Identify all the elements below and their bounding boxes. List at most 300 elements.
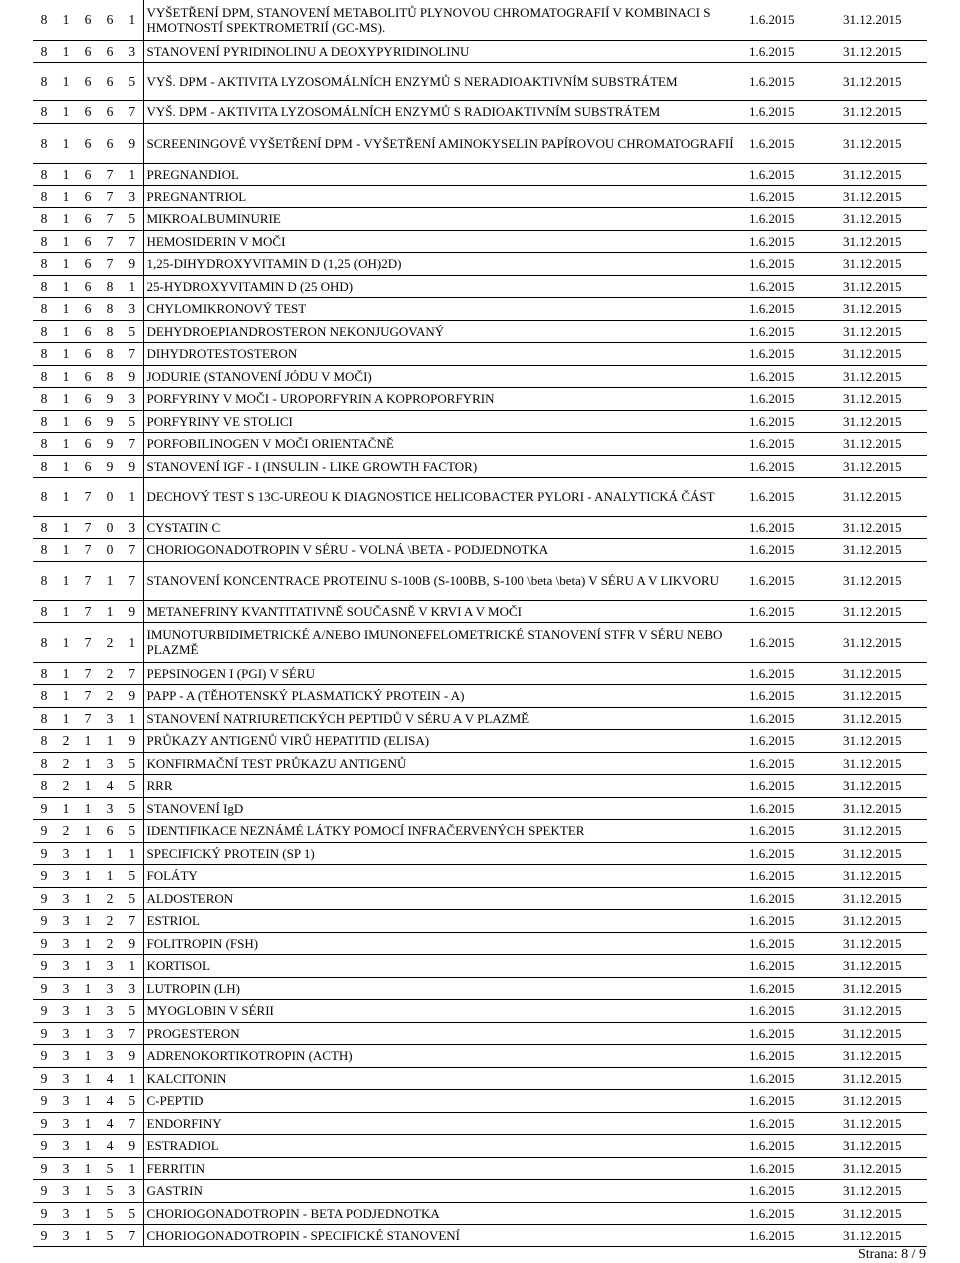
valid-to-date: 31.12.2015 (843, 707, 927, 729)
table-row (33, 62, 927, 100)
table-row (33, 297, 927, 320)
code-digit-3: 7 (77, 477, 99, 516)
code-digit-4: 6 (99, 62, 121, 100)
code-digit-5: 5 (121, 207, 143, 230)
code-digit-4: 3 (99, 707, 121, 729)
code-digit-4: 3 (99, 954, 121, 977)
valid-to-date: 31.12.2015 (843, 864, 927, 887)
code-digit-3: 6 (77, 275, 99, 297)
code-digit-2: 1 (55, 252, 77, 275)
code-digit-3: 1 (77, 887, 99, 909)
valid-from-date: 1.6.2015 (749, 342, 843, 365)
table-row (33, 1022, 927, 1044)
valid-from-date: 1.6.2015 (749, 123, 843, 163)
code-digit-2: 3 (55, 932, 77, 954)
procedure-name: GASTRIN (143, 1179, 749, 1202)
code-digit-2: 1 (55, 320, 77, 342)
code-digit-3: 1 (77, 819, 99, 842)
code-digit-3: 1 (77, 797, 99, 819)
valid-to-date: 31.12.2015 (843, 207, 927, 230)
code-digit-2: 3 (55, 864, 77, 887)
procedure-name: PORFOBILINOGEN V MOČI ORIENTAČNĚ (143, 432, 749, 455)
table-row (33, 163, 927, 185)
document-table-container (33, 0, 927, 1247)
procedure-name: CHORIOGONADOTROPIN - SPECIFICKÉ STANOVENÍ (143, 1224, 749, 1246)
procedure-name: KORTISOL (143, 954, 749, 977)
procedure-name: PROGESTERON (143, 1022, 749, 1044)
code-digit-3: 1 (77, 864, 99, 887)
valid-from-date: 1.6.2015 (749, 684, 843, 707)
code-digit-3: 1 (77, 1179, 99, 1202)
code-digit-4: 5 (99, 1179, 121, 1202)
code-digit-4: 4 (99, 1134, 121, 1157)
code-digit-4: 8 (99, 297, 121, 320)
code-digit-5: 3 (121, 40, 143, 62)
code-digit-1: 8 (33, 477, 55, 516)
code-digit-1: 9 (33, 954, 55, 977)
code-digit-1: 8 (33, 752, 55, 774)
code-digit-2: 1 (55, 163, 77, 185)
code-digit-2: 3 (55, 1067, 77, 1089)
code-digit-4: 9 (99, 432, 121, 455)
code-digit-5: 5 (121, 1202, 143, 1224)
code-digit-4: 0 (99, 516, 121, 538)
code-digit-4: 2 (99, 622, 121, 662)
code-digit-1: 9 (33, 1067, 55, 1089)
procedure-name: CHORIOGONADOTROPIN V SÉRU - VOLNÁ \BETA - PODJEDNOTKA (143, 538, 749, 561)
code-digit-4: 4 (99, 1089, 121, 1112)
code-digit-5: 3 (121, 1179, 143, 1202)
valid-from-date: 1.6.2015 (749, 1022, 843, 1044)
code-digit-4: 2 (99, 684, 121, 707)
code-digit-5: 3 (121, 387, 143, 410)
code-digit-4: 1 (99, 600, 121, 622)
code-digit-5: 1 (121, 275, 143, 297)
code-digit-5: 9 (121, 365, 143, 387)
code-digit-1: 8 (33, 387, 55, 410)
code-digit-4: 5 (99, 1224, 121, 1246)
valid-to-date: 31.12.2015 (843, 1224, 927, 1246)
code-digit-3: 6 (77, 410, 99, 432)
code-digit-2: 1 (55, 123, 77, 163)
code-digit-3: 6 (77, 387, 99, 410)
valid-from-date: 1.6.2015 (749, 977, 843, 999)
table-row (33, 561, 927, 600)
code-digit-2: 1 (55, 477, 77, 516)
code-digit-3: 6 (77, 320, 99, 342)
code-digit-1: 8 (33, 538, 55, 561)
table-row (33, 797, 927, 819)
code-digit-5: 1 (121, 954, 143, 977)
code-digit-5: 1 (121, 707, 143, 729)
code-digit-1: 8 (33, 163, 55, 185)
code-digit-3: 6 (77, 40, 99, 62)
code-digit-1: 8 (33, 320, 55, 342)
table-row (33, 999, 927, 1022)
table-row (33, 365, 927, 387)
code-digit-4: 7 (99, 230, 121, 252)
page-number: Strana: 8 / 9 (857, 1247, 926, 1262)
code-digit-2: 3 (55, 909, 77, 932)
procedure-name: 1,25-DIHYDROXYVITAMIN D (1,25 (OH)2D) (143, 252, 749, 275)
code-digit-1: 9 (33, 1179, 55, 1202)
code-digit-4: 4 (99, 1112, 121, 1134)
valid-from-date: 1.6.2015 (749, 365, 843, 387)
code-digit-1: 8 (33, 774, 55, 797)
code-digit-2: 1 (55, 342, 77, 365)
code-digit-2: 3 (55, 1044, 77, 1067)
valid-to-date: 31.12.2015 (843, 684, 927, 707)
code-digit-1: 9 (33, 1202, 55, 1224)
table-row (33, 662, 927, 684)
code-digit-5: 3 (121, 297, 143, 320)
code-digit-5: 7 (121, 100, 143, 123)
valid-to-date: 31.12.2015 (843, 1112, 927, 1134)
valid-to-date: 31.12.2015 (843, 600, 927, 622)
procedure-name: ADRENOKORTIKOTROPIN (ACTH) (143, 1044, 749, 1067)
code-digit-5: 9 (121, 684, 143, 707)
code-digit-5: 5 (121, 320, 143, 342)
procedure-name: PORFYRINY V MOČI - UROPORFYRIN A KOPROPORFYRIN (143, 387, 749, 410)
table-row (33, 342, 927, 365)
procedure-name: LUTROPIN (LH) (143, 977, 749, 999)
code-digit-5: 7 (121, 561, 143, 600)
code-digit-1: 8 (33, 455, 55, 477)
table-row (33, 932, 927, 954)
code-digit-5: 7 (121, 538, 143, 561)
valid-from-date: 1.6.2015 (749, 932, 843, 954)
code-digit-1: 8 (33, 207, 55, 230)
code-digit-2: 1 (55, 62, 77, 100)
table-row (33, 207, 927, 230)
code-digit-1: 8 (33, 100, 55, 123)
valid-from-date: 1.6.2015 (749, 1134, 843, 1157)
code-digit-5: 7 (121, 432, 143, 455)
valid-from-date: 1.6.2015 (749, 774, 843, 797)
code-digit-1: 8 (33, 252, 55, 275)
code-digit-4: 1 (99, 842, 121, 864)
code-digit-2: 1 (55, 684, 77, 707)
valid-to-date: 31.12.2015 (843, 1134, 927, 1157)
valid-to-date: 31.12.2015 (843, 932, 927, 954)
code-digit-2: 2 (55, 774, 77, 797)
code-digit-4: 1 (99, 561, 121, 600)
valid-to-date: 31.12.2015 (843, 123, 927, 163)
valid-to-date: 31.12.2015 (843, 999, 927, 1022)
code-digit-4: 3 (99, 1044, 121, 1067)
valid-to-date: 31.12.2015 (843, 1157, 927, 1179)
table-row (33, 410, 927, 432)
valid-from-date: 1.6.2015 (749, 729, 843, 752)
code-digit-1: 9 (33, 1022, 55, 1044)
valid-from-date: 1.6.2015 (749, 561, 843, 600)
valid-to-date: 31.12.2015 (843, 40, 927, 62)
valid-from-date: 1.6.2015 (749, 455, 843, 477)
code-digit-3: 6 (77, 252, 99, 275)
valid-to-date: 31.12.2015 (843, 477, 927, 516)
code-digit-3: 6 (77, 185, 99, 207)
code-digit-4: 9 (99, 455, 121, 477)
code-digit-1: 8 (33, 600, 55, 622)
valid-to-date: 31.12.2015 (843, 954, 927, 977)
procedure-name: FERRITIN (143, 1157, 749, 1179)
valid-to-date: 31.12.2015 (843, 410, 927, 432)
code-digit-2: 1 (55, 662, 77, 684)
code-digit-4: 6 (99, 0, 121, 40)
table-row (33, 954, 927, 977)
code-digit-4: 8 (99, 275, 121, 297)
code-digit-2: 1 (55, 40, 77, 62)
code-digit-5: 5 (121, 887, 143, 909)
valid-from-date: 1.6.2015 (749, 1179, 843, 1202)
code-digit-5: 7 (121, 230, 143, 252)
valid-from-date: 1.6.2015 (749, 0, 843, 40)
code-digit-5: 1 (121, 1067, 143, 1089)
code-digit-3: 1 (77, 774, 99, 797)
valid-to-date: 31.12.2015 (843, 1022, 927, 1044)
code-digit-2: 1 (55, 561, 77, 600)
procedure-name: PORFYRINY VE STOLICI (143, 410, 749, 432)
procedure-name: PREGNANDIOL (143, 163, 749, 185)
code-digit-4: 3 (99, 999, 121, 1022)
code-digit-5: 5 (121, 819, 143, 842)
code-digit-4: 2 (99, 932, 121, 954)
valid-to-date: 31.12.2015 (843, 0, 927, 40)
valid-to-date: 31.12.2015 (843, 752, 927, 774)
valid-to-date: 31.12.2015 (843, 100, 927, 123)
valid-to-date: 31.12.2015 (843, 432, 927, 455)
valid-to-date: 31.12.2015 (843, 230, 927, 252)
table-row (33, 0, 927, 40)
code-digit-4: 8 (99, 342, 121, 365)
code-digit-4: 0 (99, 538, 121, 561)
valid-from-date: 1.6.2015 (749, 707, 843, 729)
valid-to-date: 31.12.2015 (843, 275, 927, 297)
code-digit-1: 8 (33, 729, 55, 752)
code-digit-4: 9 (99, 387, 121, 410)
code-digit-3: 1 (77, 977, 99, 999)
procedure-name: CYSTATIN C (143, 516, 749, 538)
valid-to-date: 31.12.2015 (843, 819, 927, 842)
code-digit-1: 9 (33, 842, 55, 864)
code-digit-1: 8 (33, 40, 55, 62)
code-digit-5: 5 (121, 752, 143, 774)
code-digit-2: 3 (55, 1224, 77, 1246)
valid-from-date: 1.6.2015 (749, 1044, 843, 1067)
valid-to-date: 31.12.2015 (843, 842, 927, 864)
code-digit-1: 9 (33, 999, 55, 1022)
table-row (33, 1112, 927, 1134)
procedure-name: STANOVENÍ NATRIURETICKÝCH PEPTIDŮ V SÉRU A V PLAZMĚ (143, 707, 749, 729)
valid-from-date: 1.6.2015 (749, 1202, 843, 1224)
code-digit-2: 1 (55, 797, 77, 819)
code-digit-3: 1 (77, 842, 99, 864)
table-row (33, 1224, 927, 1246)
table-row (33, 909, 927, 932)
code-digit-1: 8 (33, 622, 55, 662)
valid-from-date: 1.6.2015 (749, 387, 843, 410)
code-digit-4: 0 (99, 477, 121, 516)
table-row (33, 230, 927, 252)
valid-to-date: 31.12.2015 (843, 538, 927, 561)
procedure-name: ENDORFINY (143, 1112, 749, 1134)
procedure-name: KALCITONIN (143, 1067, 749, 1089)
table-row (33, 684, 927, 707)
valid-from-date: 1.6.2015 (749, 842, 843, 864)
code-digit-3: 6 (77, 365, 99, 387)
valid-from-date: 1.6.2015 (749, 1089, 843, 1112)
code-digit-3: 1 (77, 729, 99, 752)
code-digit-2: 1 (55, 365, 77, 387)
procedure-name: STANOVENÍ PYRIDINOLINU A DEOXYPYRIDINOLINU (143, 40, 749, 62)
code-digit-4: 7 (99, 185, 121, 207)
code-digit-2: 2 (55, 752, 77, 774)
code-digit-3: 1 (77, 1224, 99, 1246)
procedure-name: DEHYDROEPIANDROSTERON NEKONJUGOVANÝ (143, 320, 749, 342)
code-digit-2: 1 (55, 0, 77, 40)
valid-from-date: 1.6.2015 (749, 297, 843, 320)
code-digit-5: 3 (121, 185, 143, 207)
procedure-name: STANOVENÍ IgD (143, 797, 749, 819)
valid-to-date: 31.12.2015 (843, 297, 927, 320)
table-row (33, 752, 927, 774)
code-digit-4: 3 (99, 797, 121, 819)
table-row (33, 252, 927, 275)
code-digit-5: 9 (121, 1044, 143, 1067)
code-digit-5: 5 (121, 62, 143, 100)
code-digit-4: 1 (99, 729, 121, 752)
code-digit-2: 3 (55, 1112, 77, 1134)
code-digit-2: 1 (55, 275, 77, 297)
table-row (33, 1089, 927, 1112)
procedure-name: C-PEPTID (143, 1089, 749, 1112)
code-digit-4: 3 (99, 977, 121, 999)
table-row (33, 864, 927, 887)
code-digit-4: 7 (99, 163, 121, 185)
code-digit-5: 5 (121, 774, 143, 797)
procedure-name: VYŠ. DPM - AKTIVITA LYZOSOMÁLNÍCH ENZYMŮ S NERADIOAKTIVNÍM SUBSTRÁTEM (143, 62, 749, 100)
valid-from-date: 1.6.2015 (749, 100, 843, 123)
valid-from-date: 1.6.2015 (749, 1067, 843, 1089)
code-digit-4: 2 (99, 662, 121, 684)
code-digit-5: 9 (121, 932, 143, 954)
procedure-name: STANOVENÍ KONCENTRACE PROTEINU S-100B (S-100BB, S-100 \beta \beta) V SÉRU A V LIKVORU (143, 561, 749, 600)
code-digit-3: 1 (77, 909, 99, 932)
code-digit-4: 6 (99, 40, 121, 62)
code-digit-2: 1 (55, 387, 77, 410)
code-digit-3: 1 (77, 932, 99, 954)
valid-from-date: 1.6.2015 (749, 797, 843, 819)
procedure-name: IMUNOTURBIDIMETRICKÉ A/NEBO IMUNONEFELOMETRICKÉ STANOVENÍ STFR V SÉRU NEBO PLAZMĚ (143, 622, 749, 662)
procedure-name: FOLÁTY (143, 864, 749, 887)
code-digit-5: 3 (121, 977, 143, 999)
procedure-name: PEPSINOGEN I (PGI) V SÉRU (143, 662, 749, 684)
code-digit-4: 8 (99, 365, 121, 387)
code-digit-4: 4 (99, 1067, 121, 1089)
table-row (33, 977, 927, 999)
valid-from-date: 1.6.2015 (749, 662, 843, 684)
code-digit-1: 8 (33, 275, 55, 297)
code-digit-5: 7 (121, 1022, 143, 1044)
code-digit-3: 6 (77, 432, 99, 455)
code-digit-4: 2 (99, 909, 121, 932)
valid-from-date: 1.6.2015 (749, 887, 843, 909)
code-digit-2: 1 (55, 432, 77, 455)
code-digit-5: 1 (121, 163, 143, 185)
code-digit-1: 8 (33, 684, 55, 707)
procedure-name: METANEFRINY KVANTITATIVNĚ SOUČASNĚ V KRVI A V MOČI (143, 600, 749, 622)
table-row (33, 707, 927, 729)
valid-from-date: 1.6.2015 (749, 864, 843, 887)
code-digit-1: 8 (33, 297, 55, 320)
procedure-name: PAPP - A (TĚHOTENSKÝ PLASMATICKÝ PROTEIN - A) (143, 684, 749, 707)
code-digit-5: 7 (121, 909, 143, 932)
procedure-name: IDENTIFIKACE NEZNÁMÉ LÁTKY POMOCÍ INFRAČERVENÝCH SPEKTER (143, 819, 749, 842)
valid-to-date: 31.12.2015 (843, 365, 927, 387)
code-digit-5: 9 (121, 600, 143, 622)
code-digit-3: 7 (77, 707, 99, 729)
code-digit-2: 1 (55, 600, 77, 622)
valid-from-date: 1.6.2015 (749, 999, 843, 1022)
code-digit-1: 9 (33, 797, 55, 819)
table-row (33, 100, 927, 123)
valid-to-date: 31.12.2015 (843, 909, 927, 932)
code-digit-1: 9 (33, 1134, 55, 1157)
procedure-name: PRŮKAZY ANTIGENŮ VIRŮ HEPATITID (ELISA) (143, 729, 749, 752)
code-digit-4: 7 (99, 207, 121, 230)
valid-to-date: 31.12.2015 (843, 185, 927, 207)
code-digit-1: 8 (33, 0, 55, 40)
code-digit-1: 9 (33, 1224, 55, 1246)
code-digit-5: 9 (121, 123, 143, 163)
code-digit-2: 3 (55, 1089, 77, 1112)
code-digit-2: 3 (55, 842, 77, 864)
code-digit-3: 7 (77, 662, 99, 684)
code-digit-1: 8 (33, 342, 55, 365)
code-digit-5: 3 (121, 516, 143, 538)
code-digit-3: 1 (77, 1112, 99, 1134)
code-digit-1: 9 (33, 932, 55, 954)
code-digit-4: 5 (99, 1157, 121, 1179)
code-digit-3: 1 (77, 1089, 99, 1112)
code-digit-3: 6 (77, 207, 99, 230)
code-digit-3: 6 (77, 123, 99, 163)
code-digit-2: 1 (55, 410, 77, 432)
code-digit-5: 1 (121, 477, 143, 516)
valid-to-date: 31.12.2015 (843, 252, 927, 275)
code-digit-1: 8 (33, 185, 55, 207)
code-digit-2: 3 (55, 1134, 77, 1157)
code-digit-2: 1 (55, 516, 77, 538)
table-row (33, 1044, 927, 1067)
valid-from-date: 1.6.2015 (749, 1224, 843, 1246)
table-row (33, 387, 927, 410)
code-digit-3: 1 (77, 954, 99, 977)
code-digit-2: 3 (55, 1157, 77, 1179)
code-digit-1: 9 (33, 819, 55, 842)
code-digit-5: 1 (121, 622, 143, 662)
valid-to-date: 31.12.2015 (843, 62, 927, 100)
code-digit-2: 2 (55, 819, 77, 842)
code-digit-2: 2 (55, 729, 77, 752)
table-row (33, 538, 927, 561)
code-digit-2: 1 (55, 207, 77, 230)
code-digit-3: 1 (77, 1134, 99, 1157)
table-row (33, 516, 927, 538)
code-digit-4: 3 (99, 752, 121, 774)
procedure-name: JODURIE (STANOVENÍ JÓDU V MOČI) (143, 365, 749, 387)
procedure-name: SCREENINGOVÉ VYŠETŘENÍ DPM - VYŠETŘENÍ AMINOKYSELIN PAPÍROVOU CHROMATOGRAFIÍ (143, 123, 749, 163)
